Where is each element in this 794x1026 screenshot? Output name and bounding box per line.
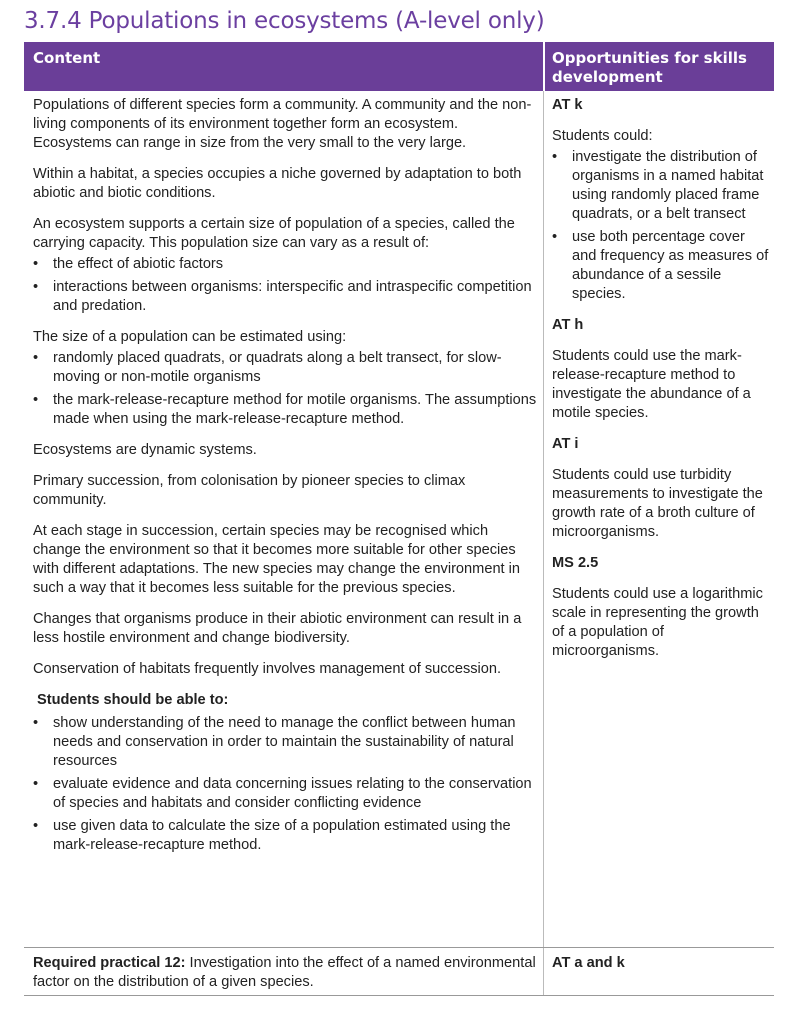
bullet-list [33, 349, 538, 429]
list-item: • show understanding of the need to manage the conflict between human needs and conservation in order to maintain the sustainability of natural resources [33, 715, 516, 769]
content-column [33, 96, 538, 867]
skill-heading: MS 2.5 [552, 555, 599, 571]
content-paragraph: Primary succession, from colonisation by pioneer species to climax community. [33, 473, 466, 508]
bullet-list [33, 714, 538, 855]
table-header [24, 42, 774, 91]
skill-heading: AT k [552, 97, 583, 113]
bullet-icon: • [33, 776, 39, 792]
list-item: • the mark-release-recapture method for motile organisms. The assumptions made when using the mark-release-recapture method. [33, 392, 537, 427]
skill-text: Students could: [552, 128, 653, 144]
skills-column-header: Opportunities for skills development [552, 49, 747, 86]
students-should-be-able-to-heading: Students should be able to: [37, 692, 229, 708]
list-item: • randomly placed quadrats, or quadrats along a belt transect, for slow-moving or non-motile organisms [33, 350, 502, 385]
content-paragraph: Populations of different species form a community. A community and the non-living components of its environment together form an ecosystem. Ecosystems can range in size from the very small to the very large. [33, 97, 532, 151]
row-divider [24, 947, 774, 948]
table-bottom-border [24, 995, 774, 996]
column-divider [543, 91, 544, 995]
list-item: • use both percentage cover and frequency as measures of abundance of a sessile species. [552, 229, 769, 302]
list-item: • evaluate evidence and data concerning issues relating to the conservation of species and habitats and consider conflicting evidence [33, 776, 532, 811]
content-paragraph: Ecosystems are dynamic systems. [33, 442, 257, 458]
skill-heading: AT h [552, 317, 584, 333]
content-paragraph: Within a habitat, a species occupies a niche governed by adaptation to both abiotic and biotic conditions. [33, 166, 522, 201]
list-item: • interactions between organisms: interspecific and intraspecific competition and predation. [33, 279, 532, 314]
content-column-header: Content [33, 49, 101, 67]
section-title: 3.7.4 Populations in ecosystems (A-level only) [24, 8, 545, 34]
skill-text: Students could use turbidity measurements to investigate the growth rate of a broth culture of microorganisms. [552, 467, 763, 540]
required-practical-skills: AT a and k [552, 955, 625, 971]
bullet-icon: • [33, 392, 39, 408]
list-item: • the effect of abiotic factors [33, 256, 224, 272]
content-paragraph: At each stage in succession, certain species may be recognised which change the environment so that it becomes more suitable for other species with different adaptations. The new species may change the environment in such a way that it becomes less suitable for the previous species. [33, 523, 521, 596]
bullet-icon: • [552, 229, 558, 245]
bullet-icon: • [33, 715, 39, 731]
content-paragraph: Conservation of habitats frequently involves management of succession. [33, 661, 502, 677]
bullet-icon: • [33, 350, 39, 366]
content-paragraph: The size of a population can be estimated using: [33, 329, 347, 345]
bullet-icon: • [33, 256, 39, 272]
list-item: • use given data to calculate the size of a population estimated using the mark-release-recapture method. [33, 818, 511, 853]
skill-text: Students could use the mark-release-recapture method to investigate the abundance of a motile species. [552, 348, 751, 421]
header-divider [543, 42, 545, 91]
bullet-icon: • [33, 279, 39, 295]
required-practical-label: Required practical 12: [33, 955, 186, 971]
skills-column [552, 96, 772, 673]
bullet-icon: • [552, 149, 558, 165]
bullet-list [33, 255, 538, 316]
bullet-list [552, 148, 772, 304]
content-paragraph: An ecosystem supports a certain size of population of a species, called the carrying capacity. This population size can vary as a result of: [33, 216, 515, 251]
required-practical-text: Investigation into the effect of a named environmental factor on the distribution of a given species. [33, 955, 536, 990]
content-paragraph: Changes that organisms produce in their abiotic environment can result in a less hostile environment and change biodiversity. [33, 611, 522, 646]
list-item: • investigate the distribution of organisms in a named habitat using randomly placed frame quadrats, or a belt transect [552, 149, 764, 222]
bullet-icon: • [33, 818, 39, 834]
skill-heading: AT i [552, 436, 579, 452]
required-practical [33, 954, 538, 992]
skill-text: Students could use a logarithmic scale in representing the growth of a population of microorganisms. [552, 586, 763, 659]
